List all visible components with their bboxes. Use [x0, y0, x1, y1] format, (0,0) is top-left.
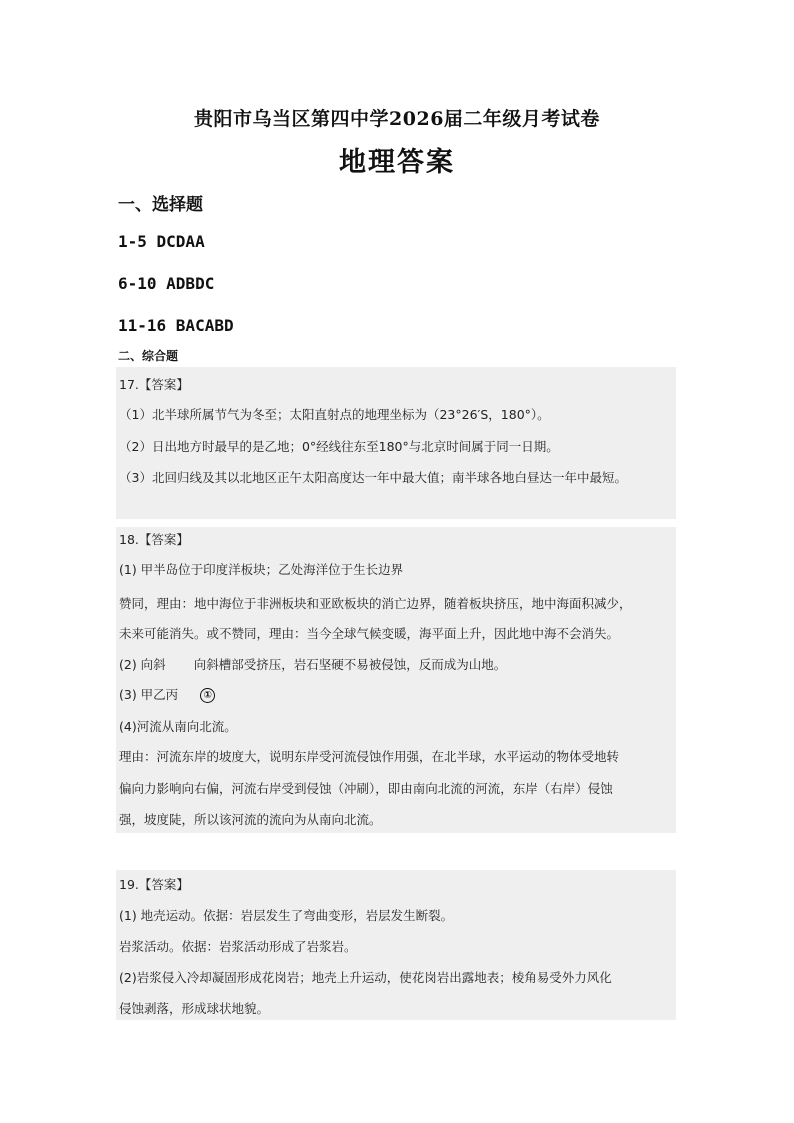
q17-line: （2）日出地方时最早的是乙地；0°经线往东至180°与北京时间属于同一日期。 — [119, 439, 559, 454]
q19-line: 侵蚀剥落，形成球状地貌。 — [119, 1001, 270, 1016]
q19-answer-block — [116, 870, 676, 1020]
q19-line: (2)岩浆侵入冷却凝固形成花岗岩；地壳上升运动，使花岗岩出露地表；棱角易受外力风化 — [119, 970, 612, 985]
choice-answers-row: 6-10 ADBDC — [118, 274, 215, 293]
q18-answer-block — [116, 527, 676, 833]
q18-line: 未来可能消失。或不赞同，理由：当今全球气候变暖，海平面上升，因此地中海不会消失。 — [119, 626, 620, 641]
q18-answer-2-type: (2) 向斜 — [119, 657, 166, 672]
q18-answer-3: (3) 甲乙丙 — [119, 687, 179, 702]
q17-answer-block — [116, 367, 676, 519]
exam-title: 贵阳市乌当区第四中学2026届二年级月考试卷 — [194, 108, 600, 130]
q18-line: 赞同，理由：地中海位于非洲板块和亚欧板块的消亡边界，随着板块挤压，地中海面积减少， — [119, 596, 632, 611]
q17-line: （3）北回归线及其以北地区正午太阳高度达一年中最大值；南半球各地白昼达一年中最短。 — [119, 470, 627, 485]
section-comprehensive-heading: 二、综合题 — [118, 349, 179, 363]
q18-line: (4)河流从南向北流。 — [119, 719, 237, 734]
q18-line: 理由：河流东岸的坡度大，说明东岸受河流侵蚀作用强，在北半球，水平运动的物体受地转 — [119, 749, 620, 764]
q19-line: (1) 地壳运动。依据：岩层发生了弯曲变形，岩层发生断裂。 — [119, 908, 454, 923]
q18-line: 强，坡度陡，所以该河流的流向为从南向北流。 — [119, 812, 382, 827]
section-choice-heading: 一、选择题 — [118, 195, 203, 215]
subject-title: 地理答案 — [339, 147, 455, 178]
choice-answers-row: 1-5 DCDAA — [118, 232, 205, 251]
q17-heading: 17.【答案】 — [119, 377, 189, 392]
circled-one-icon: ① — [200, 688, 215, 703]
q18-line — [119, 655, 506, 673]
q18-line: 偏向力影响向右偏，河流右岸受到侵蚀（冲刷），即由南向北流的河流，东岸（右岸）侵蚀 — [119, 781, 613, 796]
q19-line: 岩浆活动。依据：岩浆活动形成了岩浆岩。 — [119, 939, 357, 954]
q17-line: （1）北半球所属节气为冬至；太阳直射点的地理坐标为（23°26′S，180°）。 — [119, 407, 550, 422]
q18-line — [119, 685, 215, 703]
q18-answer-2-reason: 向斜槽部受挤压，岩石坚硬不易被侵蚀，反而成为山地。 — [193, 657, 507, 672]
choice-answers-row: 11-16 BACABD — [118, 316, 234, 335]
q18-heading: 18.【答案】 — [119, 532, 189, 547]
q19-heading: 19.【答案】 — [119, 877, 189, 892]
q18-line: (1) 甲半岛位于印度洋板块；乙处海洋位于生长边界 — [119, 562, 404, 577]
